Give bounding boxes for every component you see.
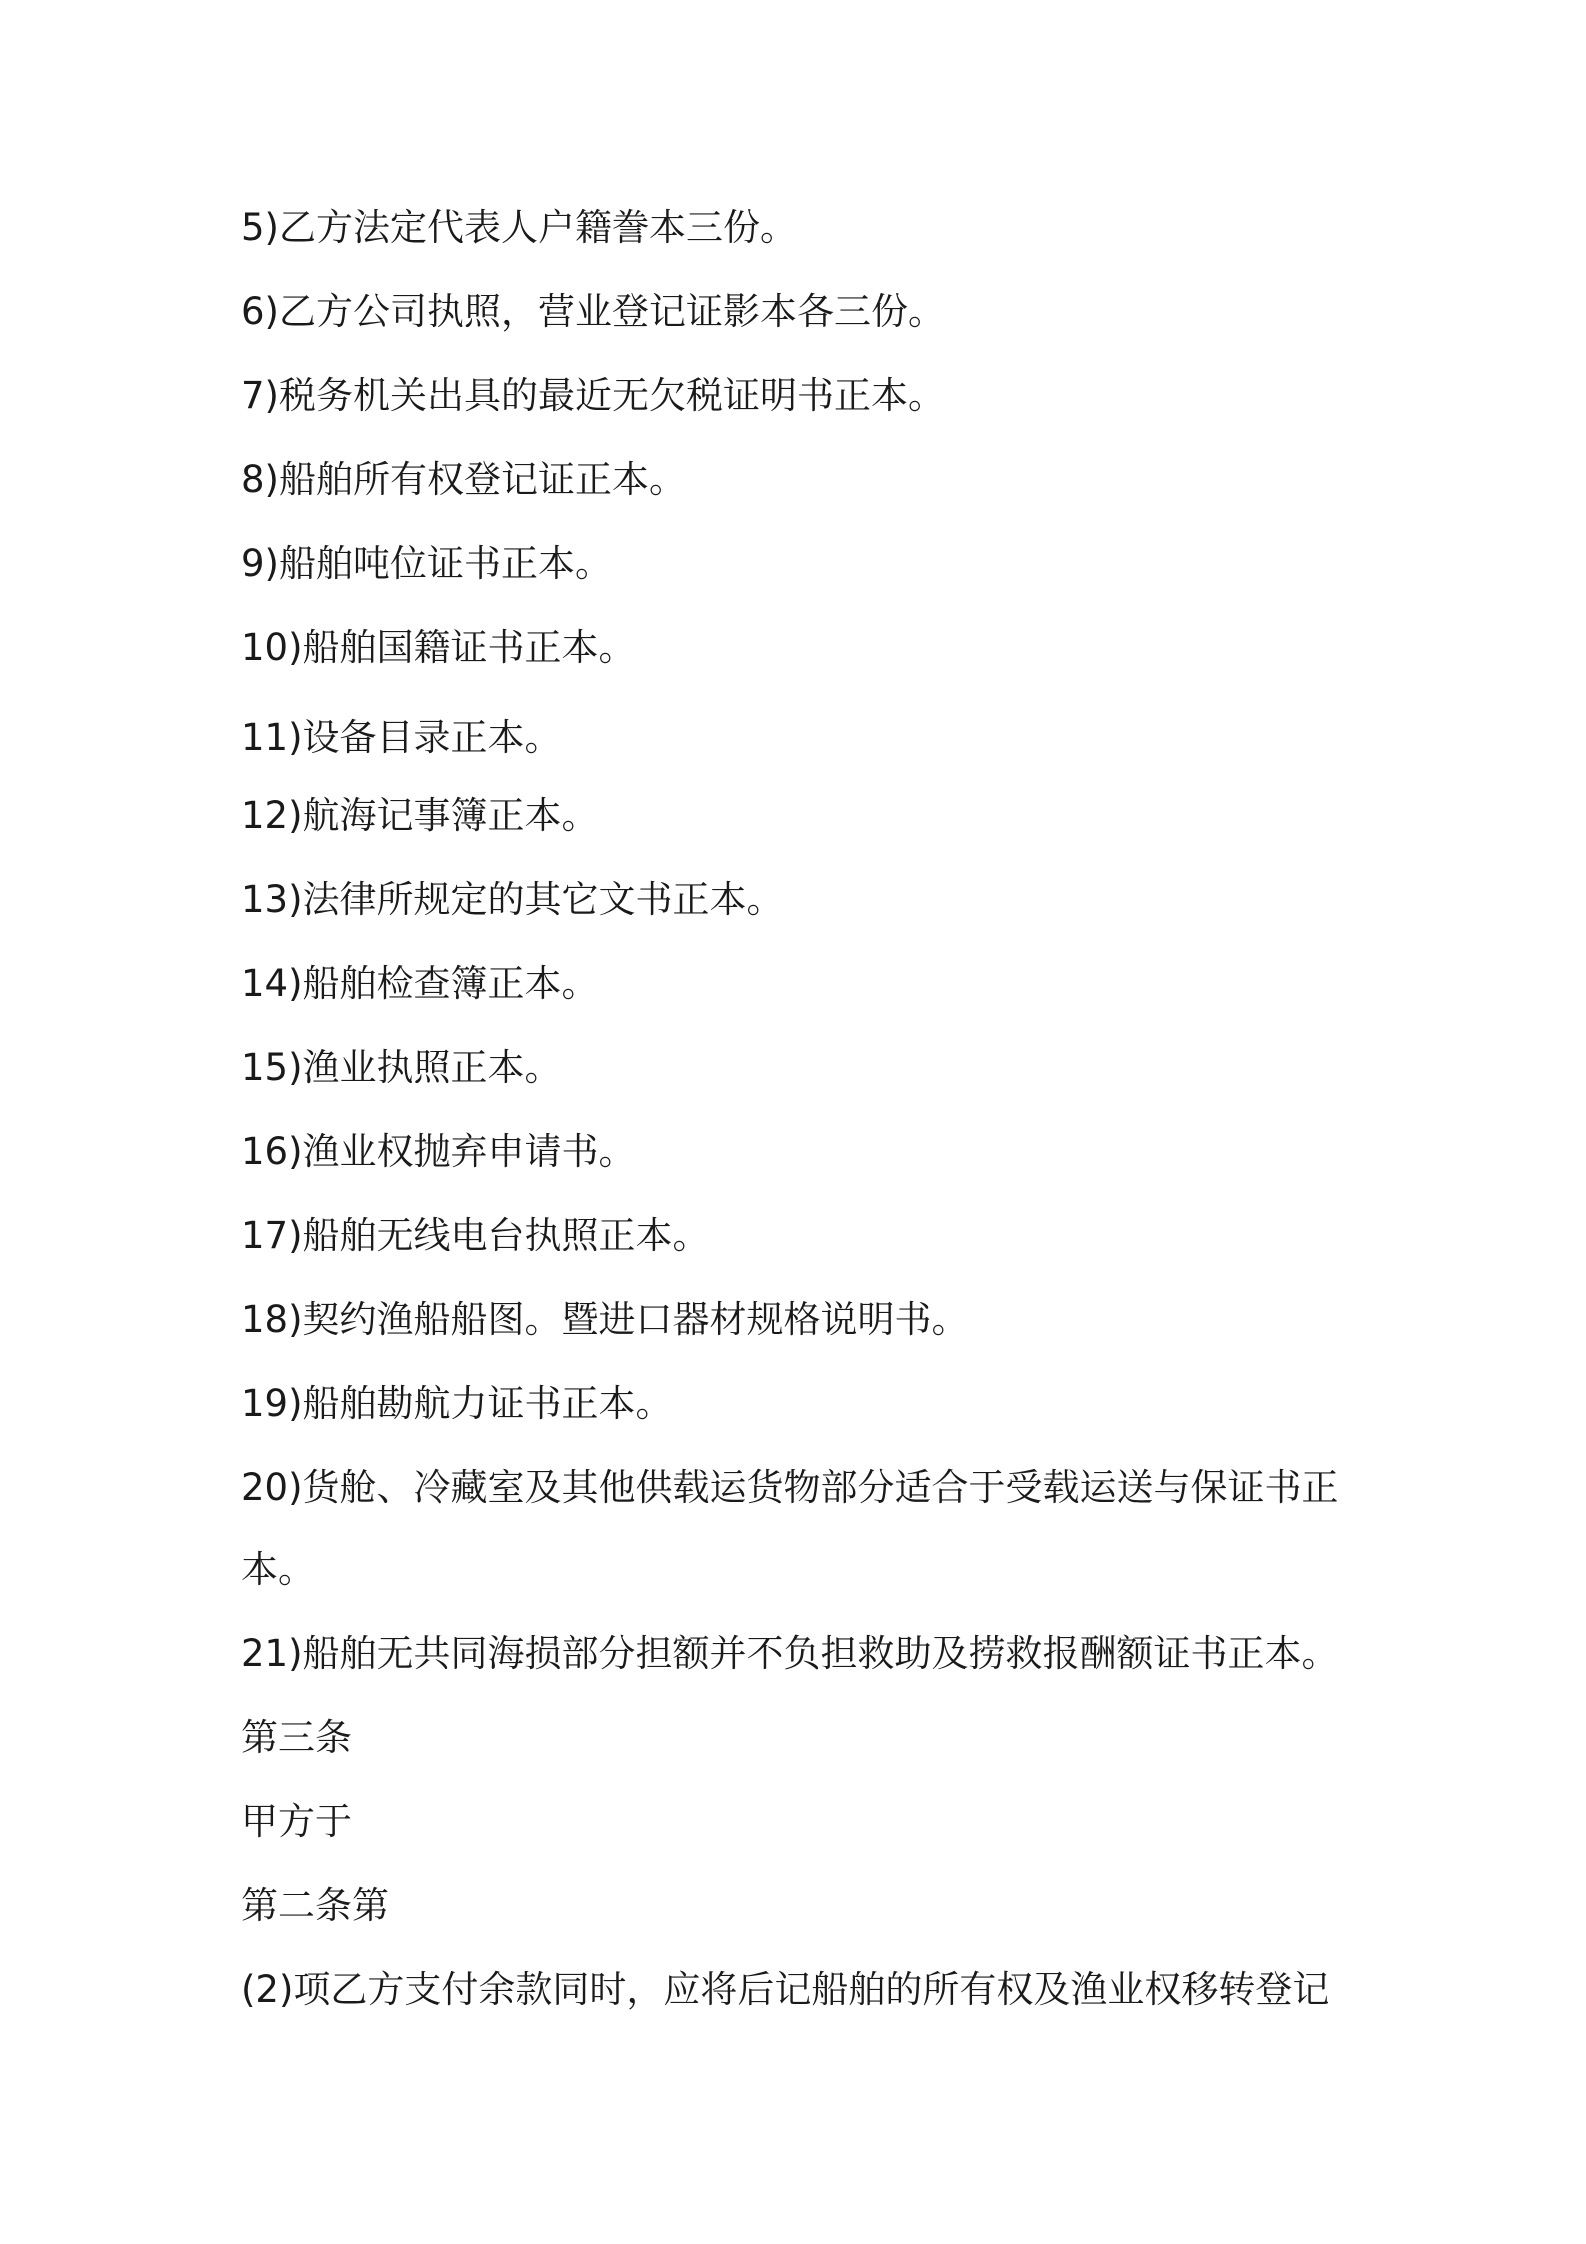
list-item-16: 16)渔业权抛弃申请书。 (241, 1130, 636, 1173)
paragraph-line: 第二条第 (241, 1884, 389, 1927)
list-item-13: 13)法律所规定的其它文书正本。 (241, 878, 784, 921)
list-item-9: 9)船舶吨位证书正本。 (241, 542, 612, 585)
list-item-19: 19)船舶勘航力证书正本。 (241, 1382, 673, 1425)
list-item-14: 14)船舶检查簿正本。 (241, 962, 599, 1005)
list-item-5: 5)乙方法定代表人户籍誊本三份。 (241, 206, 797, 249)
list-item-20-continued: 本。 (241, 1548, 315, 1591)
list-item-10: 10)船舶国籍证书正本。 (241, 626, 636, 669)
list-item-7: 7)税务机关出具的最近无欠税证明书正本。 (241, 374, 945, 417)
list-item-15: 15)渔业执照正本。 (241, 1046, 562, 1089)
list-item-21: 21)船舶无共同海损部分担额并不负担救助及捞救报酬额证书正本。 (241, 1632, 1339, 1675)
article-heading: 第三条 (241, 1716, 352, 1759)
list-item-18: 18)契约渔船船图。暨进口器材规格说明书。 (241, 1298, 969, 1341)
list-item-17: 17)船舶无线电台执照正本。 (241, 1214, 710, 1257)
list-item-20: 20)货舱、冷藏室及其他供载运货物部分适合于受载运送与保证书正 (241, 1466, 1339, 1509)
paragraph-line: (2)项乙方支付余款同时，应将后记船舶的所有权及渔业权移转登记 (241, 1968, 1330, 2011)
list-item-12: 12)航海记事簿正本。 (241, 794, 599, 837)
list-item-6: 6)乙方公司执照，营业登记证影本各三份。 (241, 290, 945, 333)
list-item-11: 11)设备目录正本。 (241, 716, 562, 759)
list-item-8: 8)船舶所有权登记证正本。 (241, 458, 686, 501)
paragraph-line: 甲方于 (241, 1800, 352, 1843)
